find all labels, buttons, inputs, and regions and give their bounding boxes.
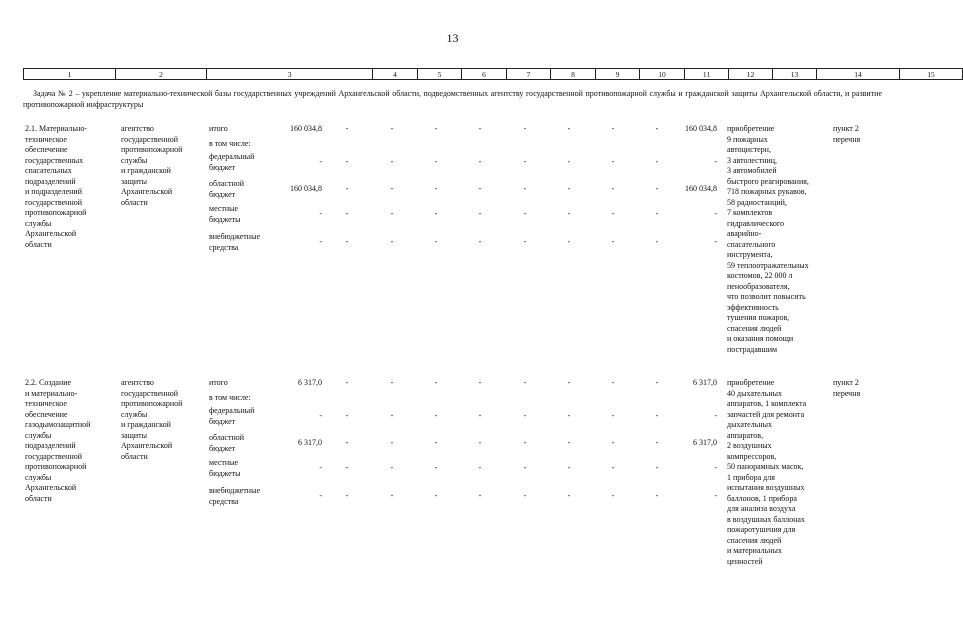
year-amount-cell: -: [523, 491, 527, 500]
column13-amount: -: [714, 157, 717, 166]
total-amount: -: [319, 491, 322, 500]
year-amount-cell: -: [611, 378, 615, 387]
funding-source-label: внебюджетные средства: [209, 232, 260, 252]
year-amount-cell: -: [523, 463, 527, 472]
year-amount-cell: -: [434, 209, 438, 218]
year-amount-cell: -: [523, 237, 527, 246]
year-amount-cell: -: [434, 463, 438, 472]
column-number-cell: 9: [596, 69, 640, 80]
year-amount-cell: -: [523, 438, 527, 447]
year-amount-cell: -: [523, 157, 527, 166]
year-amount-cell: -: [478, 378, 482, 387]
total-amount: 6 317,0: [298, 378, 322, 387]
year-amount-cell: -: [567, 157, 571, 166]
year-amount-cell: -: [567, 124, 571, 133]
column13-amount: 6 317,0: [693, 378, 717, 387]
funding-source-label: местные бюджеты: [209, 204, 241, 224]
column13-amount: 160 034,8: [685, 184, 717, 193]
funding-source-label: федеральный бюджет: [209, 406, 255, 426]
column-number-cell: 2: [116, 69, 207, 80]
year-amount-cell: -: [567, 378, 571, 387]
year-amount-cell: -: [567, 184, 571, 193]
executor-name: агентство государственной противопожарной службы и гражданской защиты Архангельской области: [121, 378, 183, 461]
year-amount-cell: -: [611, 438, 615, 447]
year-amount-cell: -: [611, 491, 615, 500]
column-number-cell: 13: [773, 69, 817, 80]
page-number: 13: [446, 31, 459, 45]
funding-source-label: областной бюджет: [209, 433, 245, 453]
year-amount-cell: -: [655, 491, 659, 500]
column-number-cell: 8: [551, 69, 596, 80]
column13-amount: -: [714, 411, 717, 420]
year-amount-cell: -: [478, 209, 482, 218]
year-amount-cell: -: [655, 237, 659, 246]
column-number-cell: 14: [817, 69, 900, 80]
year-amount-cell: -: [390, 411, 394, 420]
column-number-cell: 7: [507, 69, 551, 80]
total-amount: -: [319, 463, 322, 472]
year-amount-cell: -: [478, 184, 482, 193]
year-amount-cell: -: [611, 411, 615, 420]
year-amount-cell: -: [345, 378, 349, 387]
reference-cell: пункт 2 перечня: [833, 124, 861, 144]
year-amount-cell: -: [390, 378, 394, 387]
column13-amount: -: [714, 491, 717, 500]
column-number-cell: 5: [418, 69, 462, 80]
year-amount-cell: -: [478, 411, 482, 420]
column-number-cell: 6: [462, 69, 507, 80]
column-number-cell: 10: [640, 69, 685, 80]
year-amount-cell: -: [478, 438, 482, 447]
year-amount-cell: -: [611, 209, 615, 218]
year-amount-cell: -: [567, 463, 571, 472]
year-amount-cell: -: [478, 124, 482, 133]
year-amount-cell: -: [523, 209, 527, 218]
year-amount-cell: -: [523, 411, 527, 420]
year-amount-cell: -: [345, 184, 349, 193]
year-amount-cell: -: [567, 237, 571, 246]
total-amount: -: [319, 209, 322, 218]
column-number-cell: 11: [685, 69, 729, 80]
year-amount-cell: -: [390, 491, 394, 500]
column-number-cell: 12: [729, 69, 773, 80]
year-amount-cell: -: [611, 124, 615, 133]
year-amount-cell: -: [655, 378, 659, 387]
year-amount-cell: -: [434, 378, 438, 387]
column-number-cell: 4: [373, 69, 418, 80]
executor-name: агентство государственной противопожарной службы и гражданской защиты Архангельской области: [121, 124, 183, 207]
year-amount-cell: -: [434, 491, 438, 500]
year-amount-cell: -: [390, 438, 394, 447]
year-amount-cell: -: [345, 438, 349, 447]
year-amount-cell: -: [567, 438, 571, 447]
year-amount-cell: -: [478, 237, 482, 246]
funding-source-label: областной бюджет: [209, 179, 245, 199]
expected-result: приобретение 9 пожарных автоцистерн, 3 автолестниц, 3 автомобилей быстрого реагирования, 718 пожарных рукавов, 58 радиостанций, 7 комплектов гидравлического аварийно- спасательного инструмента, 59 теплоотражательных костюмов, 22 000 л пенообразователя, что позволит повысить эффективность тушения пожаров, спасения людей и оказания помощи пострадавшим: [727, 124, 809, 354]
year-amount-cell: -: [390, 463, 394, 472]
year-amount-cell: -: [345, 411, 349, 420]
year-amount-cell: -: [567, 411, 571, 420]
year-amount-cell: -: [390, 124, 394, 133]
year-amount-cell: -: [390, 209, 394, 218]
year-amount-cell: -: [345, 124, 349, 133]
total-amount: 160 034,8: [290, 124, 322, 133]
year-amount-cell: -: [478, 463, 482, 472]
funding-source-label: в том числе:: [209, 393, 251, 402]
task-description: Задача № 2 – укрепление материально-технической базы государственных учреждений Архангельской области, подведомственных агентству государственной противопожарной службы и гражданской защиты Архангельской области, и развитие противопожарной инфраструктуры: [23, 89, 882, 109]
year-amount-cell: -: [655, 463, 659, 472]
year-amount-cell: -: [478, 491, 482, 500]
column13-amount: 160 034,8: [685, 124, 717, 133]
funding-source-label: в том числе:: [209, 139, 251, 148]
year-amount-cell: -: [655, 411, 659, 420]
year-amount-cell: -: [345, 491, 349, 500]
header-row: [24, 69, 963, 80]
year-amount-cell: -: [523, 378, 527, 387]
year-amount-cell: -: [567, 491, 571, 500]
total-amount: -: [319, 157, 322, 166]
funding-source-label: федеральный бюджет: [209, 152, 255, 172]
total-amount: 160 034,8: [290, 184, 322, 193]
column13-amount: -: [714, 237, 717, 246]
year-amount-cell: -: [611, 237, 615, 246]
column13-amount: -: [714, 209, 717, 218]
year-amount-cell: -: [345, 237, 349, 246]
funding-source-label: итого: [209, 378, 228, 387]
year-amount-cell: -: [611, 157, 615, 166]
funding-source-label: внебюджетные средства: [209, 486, 260, 506]
year-amount-cell: -: [523, 124, 527, 133]
reference-cell: пункт 2 перечня: [833, 378, 861, 398]
year-amount-cell: -: [434, 438, 438, 447]
year-amount-cell: -: [611, 184, 615, 193]
year-amount-cell: -: [655, 157, 659, 166]
total-amount: 6 317,0: [298, 438, 322, 447]
year-amount-cell: -: [523, 184, 527, 193]
funding-source-label: местные бюджеты: [209, 458, 241, 478]
year-amount-cell: -: [434, 237, 438, 246]
year-amount-cell: -: [655, 209, 659, 218]
year-amount-cell: -: [434, 411, 438, 420]
measure-name: 2.2. Создание и материально- техническое обеспечение газодымозащитной службы подразделений государственной противопожарной службы Архангельской области: [25, 378, 91, 503]
column-number-header: [23, 68, 963, 80]
column-number-cell: 3: [207, 69, 373, 80]
year-amount-cell: -: [345, 463, 349, 472]
column13-amount: -: [714, 463, 717, 472]
total-amount: -: [319, 237, 322, 246]
year-amount-cell: -: [390, 237, 394, 246]
column-number-cell: 15: [900, 69, 963, 80]
column13-amount: 6 317,0: [693, 438, 717, 447]
year-amount-cell: -: [655, 124, 659, 133]
year-amount-cell: -: [434, 184, 438, 193]
column-number-cell: 1: [24, 69, 116, 80]
year-amount-cell: -: [655, 184, 659, 193]
year-amount-cell: -: [345, 209, 349, 218]
expected-result: приобретение 40 дыхательных аппаратов, 1 комплекта запчастей для ремонта дыхательных аппаратов, 2 воздушных компрессоров, 50 панорамных масок, 1 прибора для испытания воздушных баллонов, 1 прибора для анализа воздуха в воздушных баллонах пожаротушения для спасения людей и материальных ценностей: [727, 378, 807, 566]
year-amount-cell: -: [390, 157, 394, 166]
measure-name: 2.1. Материально- техническое обеспечение государственных спасательных подразделений и подразделений государственной противопожарной службы Архангельской области: [25, 124, 87, 249]
year-amount-cell: -: [345, 157, 349, 166]
total-amount: -: [319, 411, 322, 420]
year-amount-cell: -: [478, 157, 482, 166]
year-amount-cell: -: [434, 124, 438, 133]
year-amount-cell: -: [611, 463, 615, 472]
year-amount-cell: -: [567, 209, 571, 218]
year-amount-cell: -: [434, 157, 438, 166]
year-amount-cell: -: [655, 438, 659, 447]
year-amount-cell: -: [390, 184, 394, 193]
funding-source-label: итого: [209, 124, 228, 133]
